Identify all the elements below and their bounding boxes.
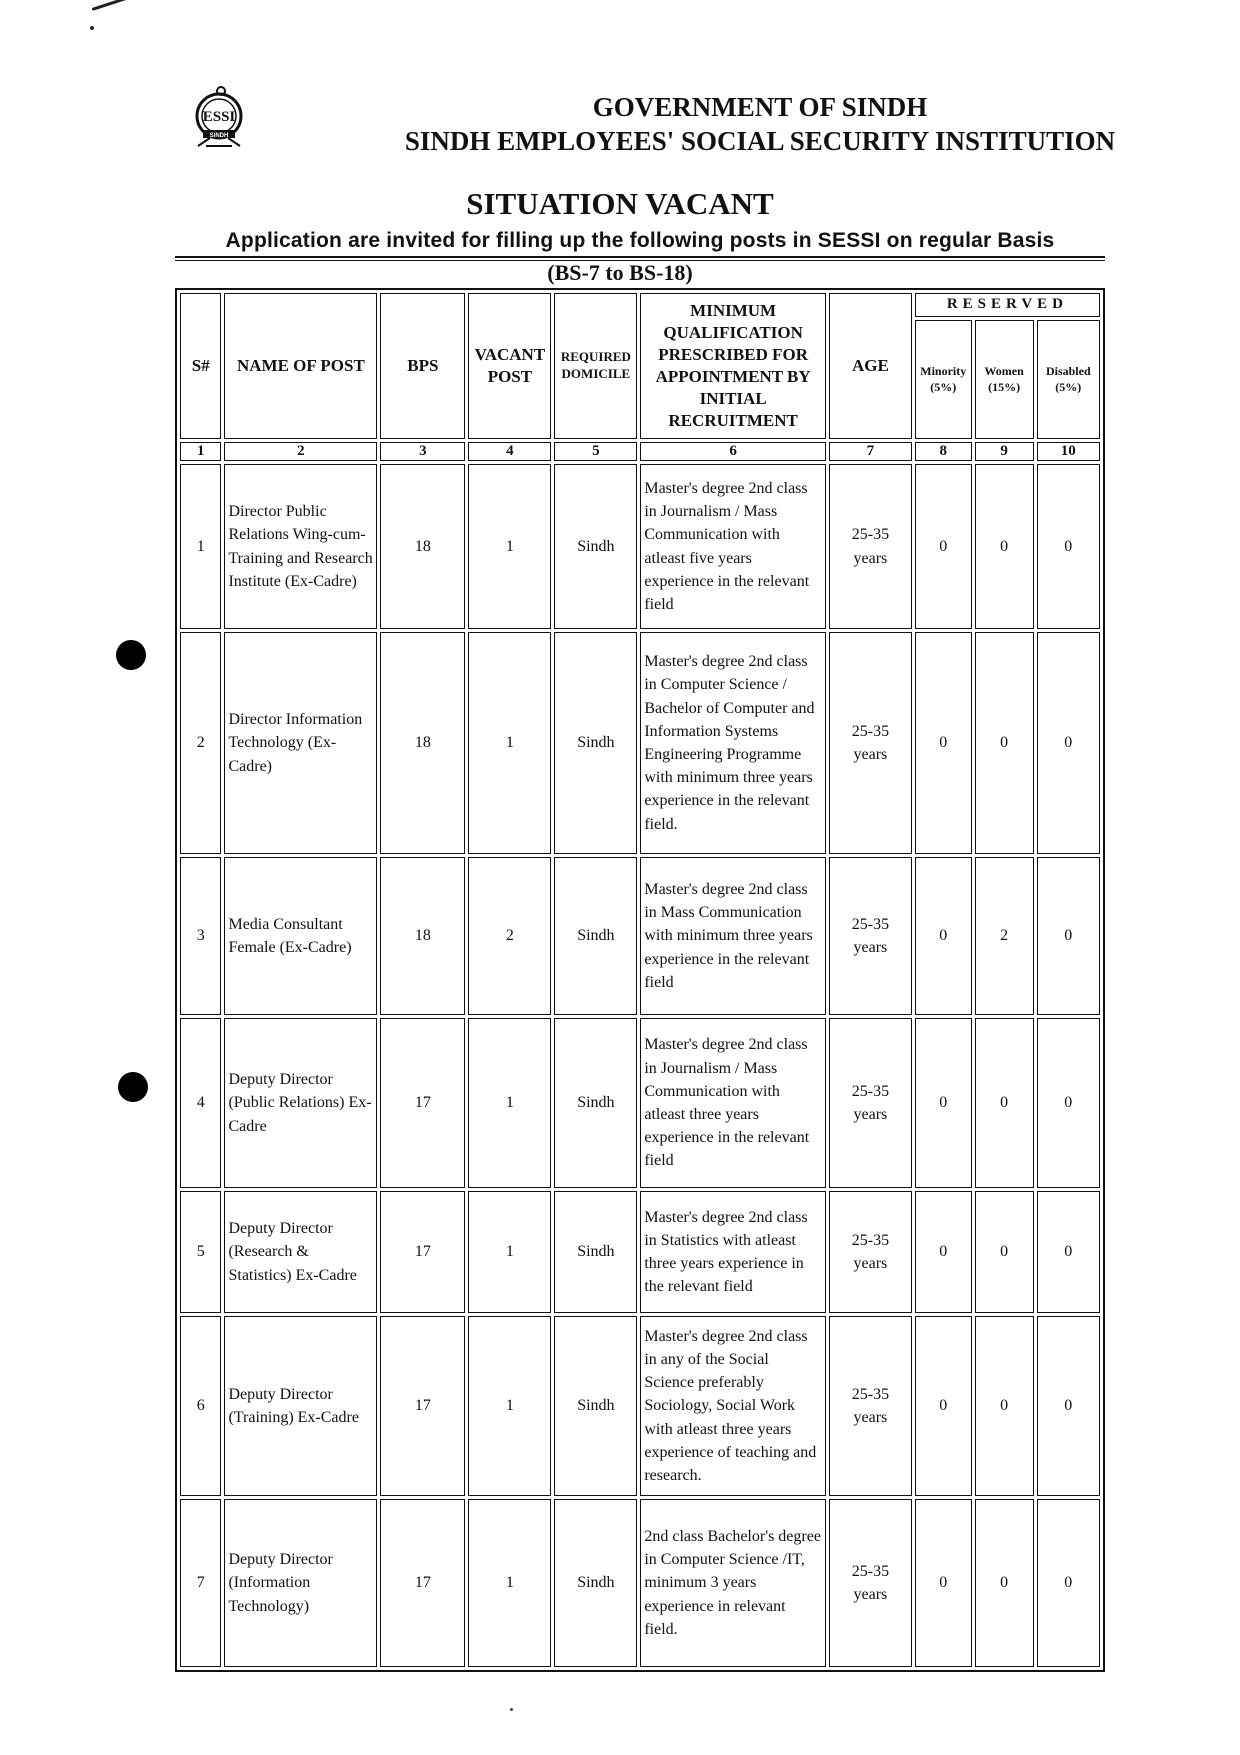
column-number: 1 <box>180 442 221 461</box>
logo-text: ESSI <box>202 109 236 125</box>
col-header-bps: BPS <box>380 293 465 439</box>
row-bps: 17 <box>380 1499 465 1667</box>
row-disabled: 0 <box>1037 1018 1100 1188</box>
punch-hole <box>118 1072 148 1102</box>
table-row <box>180 857 1100 1015</box>
row-domicile: Sindh <box>554 1018 637 1188</box>
row-minority: 0 <box>915 1018 972 1188</box>
row-minority: 0 <box>915 1191 972 1313</box>
col-header-domicile: REQUIRED DOMICILE <box>554 293 637 439</box>
row-bps: 17 <box>380 1018 465 1188</box>
col-header-disabled: Disabled (5%) <box>1037 320 1100 439</box>
column-number: 6 <box>640 442 826 461</box>
logo-subtext: SINDH <box>209 133 229 139</box>
col-header-age: AGE <box>829 293 912 439</box>
table-row <box>180 1316 1100 1496</box>
row-women: 0 <box>975 1499 1034 1667</box>
row-bps: 18 <box>380 632 465 854</box>
row-vacant: 1 <box>468 464 551 629</box>
row-domicile: Sindh <box>554 464 637 629</box>
row-disabled: 0 <box>1037 1191 1100 1313</box>
row-qualification: Master's degree 2nd class in Computer Science / Bachelor of Computer and Information Systems Engineering Programme with minimum three years experience in the relevant field. <box>640 632 826 854</box>
row-sno: 6 <box>180 1316 221 1496</box>
row-qualification: Master's degree 2nd class in Journalism / Mass Communication with atleast five years experience in the relevant field <box>640 464 826 629</box>
row-bps: 18 <box>380 464 465 629</box>
col-header-reserved: RESERVED <box>915 293 1100 317</box>
row-vacant: 1 <box>468 632 551 854</box>
pen-dot <box>90 26 94 30</box>
table-row <box>180 632 1100 854</box>
table-row <box>180 464 1100 629</box>
row-qualification: Master's degree 2nd class in Journalism / Mass Communication with atleast three years experience in the relevant field <box>640 1018 826 1188</box>
invitation-line: Application are invited for filling up the following posts in SESSI on regular Basis <box>225 229 1055 252</box>
row-bps: 18 <box>380 857 465 1015</box>
row-post-name: Director Information Technology (Ex-Cadre) <box>224 632 377 854</box>
scale-range: (BS-7 to BS-18) <box>547 260 693 285</box>
column-number: 10 <box>1037 442 1100 461</box>
row-women: 2 <box>975 857 1034 1015</box>
row-women: 0 <box>975 1316 1034 1496</box>
row-sno: 5 <box>180 1191 221 1313</box>
row-domicile: Sindh <box>554 1499 637 1667</box>
row-post-name: Director Public Relations Wing-cum-Training and Research Institute (Ex-Cadre) <box>224 464 377 629</box>
row-sno: 3 <box>180 857 221 1015</box>
row-domicile: Sindh <box>554 1191 637 1313</box>
row-vacant: 1 <box>468 1499 551 1667</box>
row-vacant: 1 <box>468 1316 551 1496</box>
row-sno: 4 <box>180 1018 221 1188</box>
row-domicile: Sindh <box>554 1316 637 1496</box>
row-qualification: Master's degree 2nd class in Statistics with atleast three years experience in the relevant field <box>640 1191 826 1313</box>
row-age: 25-35 years <box>829 1499 912 1667</box>
row-minority: 0 <box>915 857 972 1015</box>
row-age: 25-35 years <box>829 1316 912 1496</box>
col-header-qualification: MINIMUM QUALIFICATION PRESCRIBED FOR APPOINTMENT BY INITIAL RECRUITMENT <box>640 293 826 439</box>
row-sno: 1 <box>180 464 221 629</box>
col-header-women: Women (15%) <box>975 320 1034 439</box>
government-heading: GOVERNMENT OF SINDH <box>592 92 928 122</box>
row-sno: 2 <box>180 632 221 854</box>
row-bps: 17 <box>380 1191 465 1313</box>
row-disabled: 0 <box>1037 857 1100 1015</box>
scan-speck <box>510 1708 513 1711</box>
col-header-minority: Minority (5%) <box>915 320 972 439</box>
row-minority: 0 <box>915 632 972 854</box>
row-age: 25-35 years <box>829 464 912 629</box>
column-number: 3 <box>380 442 465 461</box>
column-number-row <box>180 442 1100 461</box>
row-vacant: 1 <box>468 1018 551 1188</box>
col-header-name: NAME OF POST <box>224 293 377 439</box>
table-row <box>180 1499 1100 1667</box>
row-minority: 0 <box>915 1316 972 1496</box>
row-age: 25-35 years <box>829 1191 912 1313</box>
row-age: 25-35 years <box>829 632 912 854</box>
row-sno: 7 <box>180 1499 221 1667</box>
row-domicile: Sindh <box>554 857 637 1015</box>
row-disabled: 0 <box>1037 1499 1100 1667</box>
row-bps: 17 <box>380 1316 465 1496</box>
vacancy-table <box>175 288 1105 1672</box>
table-row <box>180 1018 1100 1188</box>
column-number: 8 <box>915 442 972 461</box>
row-age: 25-35 years <box>829 857 912 1015</box>
row-women: 0 <box>975 1018 1034 1188</box>
col-header-vacant: VACANT POST <box>468 293 551 439</box>
institution-heading: SINDH EMPLOYEES' SOCIAL SECURITY INSTITUTION <box>404 126 1116 156</box>
row-age: 25-35 years <box>829 1018 912 1188</box>
punch-hole <box>116 640 146 670</box>
row-vacant: 2 <box>468 857 551 1015</box>
row-domicile: Sindh <box>554 632 637 854</box>
row-post-name: Deputy Director (Information Technology) <box>224 1499 377 1667</box>
row-qualification: 2nd class Bachelor's degree in Computer Science /IT, minimum 3 years experience in relevant field. <box>640 1499 826 1667</box>
row-minority: 0 <box>915 1499 972 1667</box>
column-number: 7 <box>829 442 912 461</box>
row-qualification: Master's degree 2nd class in any of the Social Science preferably Sociology, Social Work with atleast three years experience of teaching and research. <box>640 1316 826 1496</box>
row-vacant: 1 <box>468 1191 551 1313</box>
row-women: 0 <box>975 464 1034 629</box>
row-minority: 0 <box>915 464 972 629</box>
row-post-name: Deputy Director (Training) Ex-Cadre <box>224 1316 377 1496</box>
column-number: 5 <box>554 442 637 461</box>
table-row <box>180 1191 1100 1313</box>
row-disabled: 0 <box>1037 632 1100 854</box>
row-post-name: Deputy Director (Research & Statistics) Ex-Cadre <box>224 1191 377 1313</box>
column-number: 2 <box>224 442 377 461</box>
row-women: 0 <box>975 1191 1034 1313</box>
column-number: 4 <box>468 442 551 461</box>
row-women: 0 <box>975 632 1034 854</box>
row-disabled: 0 <box>1037 464 1100 629</box>
col-header-sno: S# <box>180 293 221 439</box>
column-number: 9 <box>975 442 1034 461</box>
row-post-name: Media Consultant Female (Ex-Cadre) <box>224 857 377 1015</box>
row-qualification: Master's degree 2nd class in Mass Communication with minimum three years experience in the relevant field <box>640 857 826 1015</box>
row-disabled: 0 <box>1037 1316 1100 1496</box>
pen-mark <box>92 0 150 11</box>
divider <box>175 256 1105 258</box>
page-title: SITUATION VACANT <box>466 186 774 221</box>
row-post-name: Deputy Director (Public Relations) Ex-Cadre <box>224 1018 377 1188</box>
